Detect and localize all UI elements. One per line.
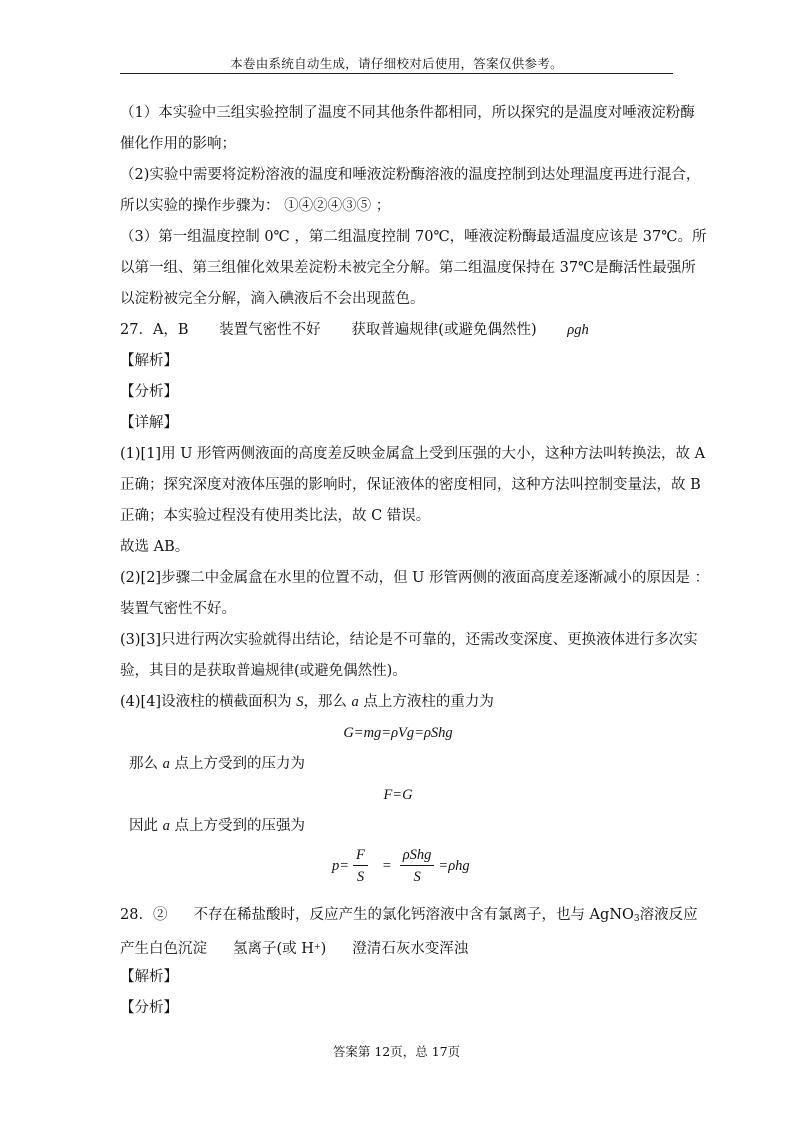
q27-answer-4: ρgh — [567, 322, 589, 338]
paragraph-line: （2)实验中需要将淀粉溶液的温度和唾液淀粉酶溶液的温度控制到达处理温度再进行混合， — [120, 167, 701, 183]
variable-S: S — [296, 694, 304, 710]
detail-line: (2)[2]步骤二中金属盒在水里的位置不动，但 U 形管两侧的液面高度差逐渐减小的原因是 ： — [120, 570, 710, 586]
numerator: ρShg — [400, 846, 435, 866]
page-header: 本卷由系统自动生成，请仔细校对后使用，答案仅供参考。 — [230, 56, 563, 71]
answer-content — [120, 98, 710, 1024]
equation-force: F=G — [383, 787, 413, 803]
page-footer: 答案第 12页，总 17页 — [332, 1044, 461, 1059]
eq-tail: =ρhg — [438, 857, 470, 874]
variable-a: a — [351, 694, 359, 710]
q28-answer-line — [120, 900, 698, 931]
text-run: 那么 — [129, 756, 163, 772]
paragraph-line: 以淀粉被完全分解，滴入碘液后不会出现蓝色。 — [120, 291, 425, 307]
section-heading-jiexi: 【解析】 — [120, 353, 178, 369]
equation-pressure — [120, 842, 676, 900]
q27-answer-line — [120, 315, 676, 346]
text-run: 澄清石灰水变浑浊 — [352, 941, 469, 957]
superscript: + — [313, 942, 321, 951]
section-heading-fenxi: 【分析】 — [120, 384, 178, 400]
denominator: S — [356, 869, 365, 885]
detail-line: (3)[3]只进行两次实验就得出结论，结论是不可靠的，还需改变深度、更换液体进行多次实 — [120, 632, 698, 648]
detail-line — [120, 687, 676, 718]
variable-a: a — [162, 818, 170, 834]
variable-a: a — [162, 756, 170, 772]
detail-line — [120, 749, 676, 780]
q27-answer-3: 获取普遍规律(或避免偶然性) — [351, 322, 537, 338]
section-heading-xiangjie: 【详解】 — [120, 415, 178, 431]
text-run: 因此 — [129, 818, 163, 834]
text-run: 产生白色沉淀 — [120, 941, 207, 957]
q27-number: 27．A，B — [120, 322, 189, 338]
text-run: 不存在稀盐酸时，反应产生的氯化钙溶液中含有氯离子，也与 AgNO — [193, 907, 634, 923]
detail-line: 验，其目的是获取普遍规律(或避免偶然性)。 — [120, 663, 407, 679]
text-run: 氢离子(或 H — [233, 941, 314, 957]
q28-answer-line — [120, 931, 676, 962]
paragraph-line: （1）本实验中三组实验控制了温度不同其他条件都相同，所以探究的是温度对唾液淀粉酶 — [120, 105, 695, 121]
eq-p-label: p= — [332, 857, 350, 874]
section-heading-jiexi: 【解析】 — [120, 969, 178, 985]
q27-answer-2: 装置气密性不好 — [219, 322, 321, 338]
text-run: 点上方液柱的重力为 — [358, 694, 494, 710]
q28-number: 28．② — [120, 907, 168, 923]
eq-equals: = — [381, 857, 392, 874]
text-run: 点上方受到的压强为 — [169, 818, 305, 834]
equation-gravity: G=mg=ρVg=ρShg — [343, 725, 453, 741]
text-run: 点上方受到的压力为 — [169, 756, 305, 772]
denominator: S — [413, 869, 421, 885]
header-divider — [120, 73, 673, 74]
fraction-f-over-s — [353, 846, 368, 886]
text-run: 溶液反应 — [639, 907, 698, 923]
detail-line — [120, 811, 676, 842]
text-run: ) — [320, 941, 327, 957]
fraction-rhoshg-over-s — [400, 846, 435, 886]
numerator: F — [353, 846, 368, 866]
text-run: (4)[4]设液柱的横截面积为 — [120, 694, 297, 710]
detail-line: 装置气密性不好。 — [120, 601, 236, 617]
detail-line: 正确；探究深度对液体压强的影响时，保证液体的密度相同，这种方法叫控制变量法，故 B — [120, 477, 701, 493]
paragraph-line: 催化作用的影响； — [120, 136, 236, 152]
detail-line: (1)[1]用 U 形管两侧液面的高度差反映金属盒上受到压强的大小，这种方法叫转换法，故 A — [120, 446, 706, 462]
paragraph-line: （3）第一组温度控制 0℃ ，第二组温度控制 70℃，唾液淀粉酶最适温度应该是 37℃。所 — [120, 229, 707, 245]
text-run: ，那么 — [303, 694, 352, 710]
section-heading-fenxi: 【分析】 — [120, 1000, 178, 1016]
detail-line: 正确；本实验过程没有使用类比法，故 C 错误。 — [120, 508, 431, 524]
detail-line: 故选 AB。 — [120, 539, 190, 555]
paragraph-line: 所以实验的操作步骤为： ①④②④③⑤ ； — [120, 198, 391, 214]
subscript: 3 — [633, 914, 640, 924]
paragraph-line: 以第一组、第三组催化效果差淀粉未被完全分解。第二组温度保持在 37℃是酶活性最强所 — [120, 260, 696, 276]
